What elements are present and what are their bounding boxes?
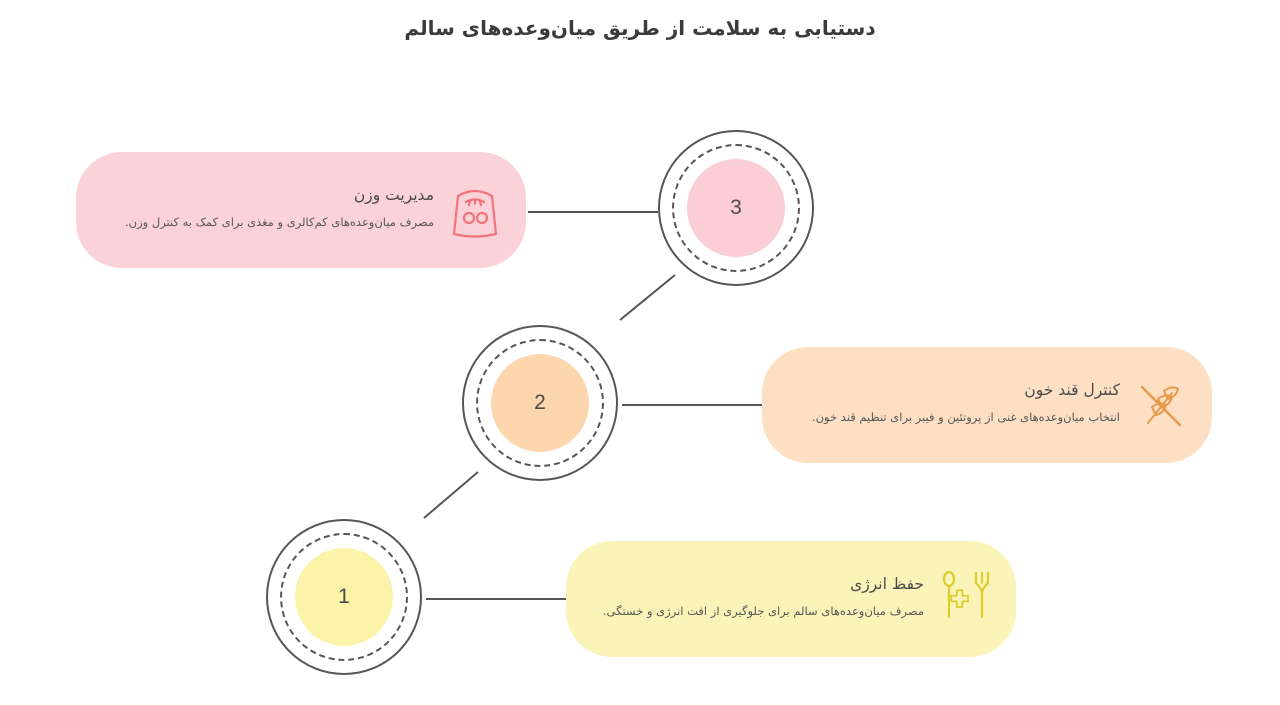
- node-number-2: 2: [491, 354, 589, 452]
- card-weight-title: مدیریت وزن: [353, 185, 434, 204]
- card-energy-title: حفظ انرژی: [850, 574, 924, 593]
- node-number-1: 1: [295, 548, 393, 646]
- step-node-1[interactable]: [266, 519, 426, 679]
- card-weight-desc: مصرف میان‌وعده‌های کم‌کالری و مغذی برای کمک به کنترل وزن.: [124, 214, 434, 229]
- card-energy-text: [590, 575, 924, 621]
- page-title: دستیابی به سلامت از طریق میان‌وعده‌های سالم: [404, 16, 876, 40]
- card-blood-sugar-desc: انتخاب میان‌وعده‌های غنی از پروتئین و فیبر برای تنظیم قند خون.: [811, 409, 1120, 424]
- card-weight-text: [100, 186, 434, 232]
- card-energy-desc: مصرف میان‌وعده‌های سالم برای جلوگیری از افت انرژی و خستگی.: [602, 603, 924, 618]
- card-blood-sugar-title: کنترل قند خون: [1024, 380, 1120, 399]
- card-weight[interactable]: [76, 152, 526, 268]
- card-energy[interactable]: [566, 541, 1016, 657]
- weight-scale-icon: [448, 180, 502, 238]
- node-number-3: 3: [687, 159, 785, 257]
- gluten-free-icon: [1134, 375, 1188, 433]
- utensils-plus-icon: [938, 569, 992, 627]
- step-node-2[interactable]: [462, 325, 622, 485]
- card-blood-sugar[interactable]: [762, 347, 1212, 463]
- step-node-3[interactable]: [658, 130, 818, 290]
- card-blood-sugar-text: [786, 381, 1120, 427]
